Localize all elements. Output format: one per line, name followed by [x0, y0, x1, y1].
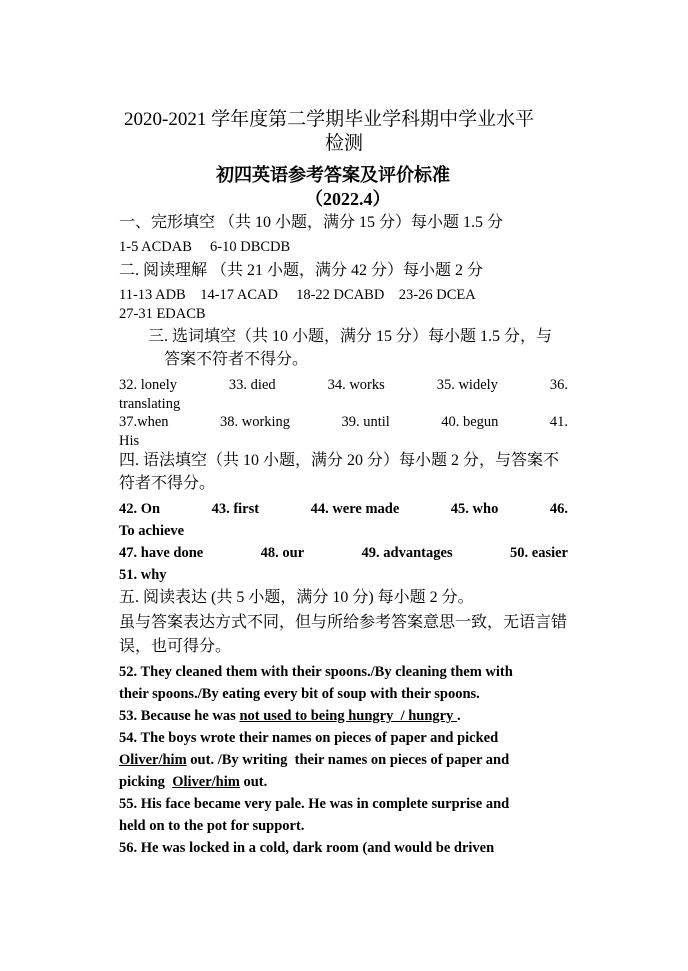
answer-item: 32. lonely [119, 377, 177, 393]
answer-53-prefix: 53. Because he was [119, 708, 240, 724]
answer-item: 48. our [260, 545, 305, 561]
answer-item: 43. first [211, 501, 260, 517]
section-3-row-1-continued: translating [119, 396, 181, 412]
section-3-row-2-continued: His [119, 433, 140, 449]
section-2-answers-line-1: 11-13 ADB 14-17 ACAD 18-22 DCABD 23-26 DCEA [119, 287, 476, 303]
answer-55-line-2: held on to the pot for support. [119, 818, 305, 834]
section-2-answers-line-2: 27-31 EDACB [119, 306, 206, 322]
answer-item: 33. died [228, 377, 276, 393]
answer-item: 44. were made [310, 501, 400, 517]
answer-52-line-1: 52. They cleaned them with their spoons./By cleaning them with [119, 664, 513, 680]
section-4-row-2-continued: 51. why [119, 567, 167, 583]
section-4-row-1-continued: To achieve [119, 523, 185, 539]
answer-54-line-2 [119, 751, 509, 769]
answer-item: 38. working [219, 414, 291, 430]
answer-53 [119, 707, 461, 725]
section-5-heading: 五. 阅读表达 (共 5 小题，满分 10 分) 每小题 2 分。 [119, 589, 474, 606]
section-1-answers: 1-5 ACDAB 6-10 DBCDB [119, 239, 291, 255]
title-line-2: 检测 [325, 133, 364, 154]
section-2-heading: 二. 阅读理解 （共 21 小题，满分 42 分）每小题 2 分 [119, 262, 484, 279]
subtitle: 初四英语参考答案及评价标准 [216, 165, 450, 185]
subtitle-date: （2022.4） [305, 189, 391, 209]
answer-54-underlined: Oliver/him [119, 752, 187, 768]
answer-item: 47. have done [119, 545, 204, 561]
answer-item: 49. advantages [361, 545, 453, 561]
answer-54-line-2-rest: out. /By writing their names on pieces of paper and [186, 752, 510, 768]
title-line-1: 2020-2021 学年度第二学期毕业学科期中学业水平 [124, 109, 535, 130]
answer-item: 45. who [450, 501, 499, 517]
answer-item: 40. begun [441, 414, 499, 430]
section-3-heading-line-2: 答案不符者不得分。 [164, 351, 309, 368]
answer-item: 46. [549, 501, 568, 517]
answer-item: 37.when [119, 414, 169, 430]
section-3-row-2 [119, 413, 568, 431]
answer-54-line-1: 54. The boys wrote their names on pieces of paper and picked [119, 730, 499, 746]
answer-item: 36. [549, 377, 568, 393]
section-4-row-1 [119, 500, 568, 518]
answer-item: 35. widely [436, 377, 498, 393]
answer-item: 41. [549, 414, 568, 430]
section-3-row-1 [119, 376, 568, 394]
answer-53-suffix: . [457, 708, 461, 724]
answer-55-line-1: 55. His face became very pale. He was in complete surprise and [119, 796, 510, 812]
answer-54-line-3 [119, 773, 267, 791]
section-5-note-line-2: 误，也可得分。 [119, 638, 232, 655]
answer-54-line-3-suffix: out. [239, 774, 268, 790]
answer-56-line-1: 56. He was locked in a cold, dark room (and would be driven [119, 840, 495, 856]
section-3-heading-line-1: 三. 选词填空（共 10 小题，满分 15 分）每小题 1.5 分，与 [148, 328, 553, 345]
section-1-heading: 一、完形填空 （共 10 小题，满分 15 分）每小题 1.5 分 [119, 214, 504, 231]
answer-54-underlined-2: Oliver/him [172, 774, 240, 790]
section-4-heading-line-2: 符者不得分。 [119, 475, 216, 492]
answer-52-line-2: their spoons./By eating every bit of soup with their spoons. [119, 686, 480, 702]
section-4-heading-line-1: 四. 语法填空（共 10 小题，满分 20 分）每小题 2 分，与答案不 [119, 452, 560, 469]
section-5-note-line-1: 虽与答案表达方式不同，但与所给参考答案意思一致，无语言错 [119, 614, 568, 631]
answer-53-underlined: not used to being hungry / hungry [239, 708, 457, 724]
answer-item: 42. On [119, 501, 161, 517]
section-4-row-2 [119, 544, 568, 562]
answer-54-line-3-prefix: picking [119, 774, 173, 790]
answer-item: 34. works [327, 377, 385, 393]
answer-item: 39. until [341, 414, 390, 430]
answer-item: 50. easier [510, 545, 568, 561]
